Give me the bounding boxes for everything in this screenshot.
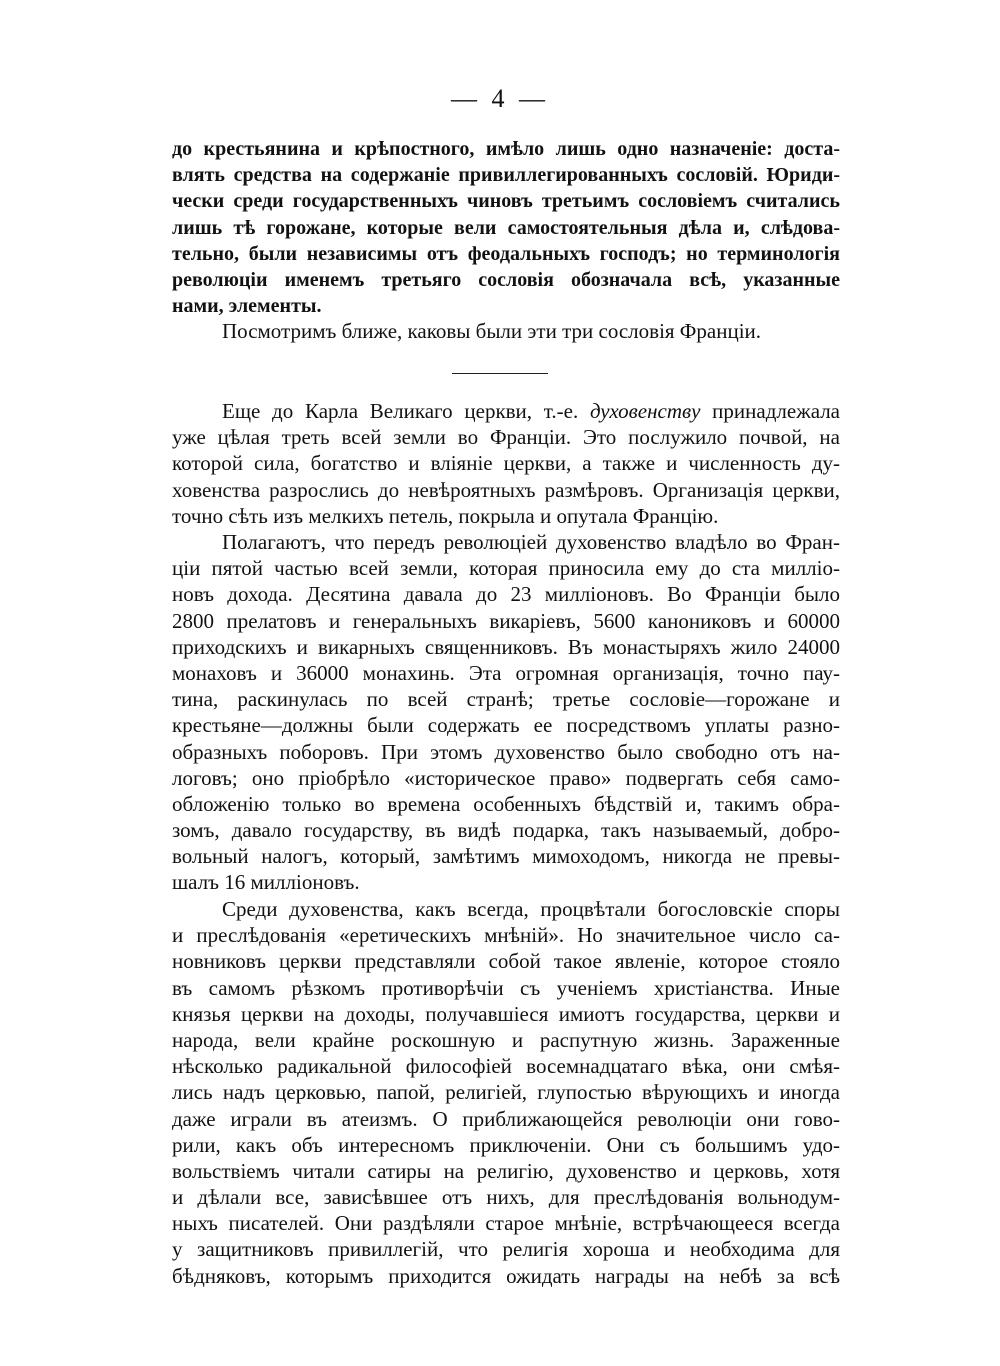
text-line: чески среди государственныхъ чиновъ третьимъ сословіемъ считались xyxy=(172,190,840,213)
text-line: вольствіемъ читали сатиры на религію, духовенство и церковь, хотя xyxy=(172,1158,840,1183)
text-line: Среди духовенства, какъ всегда, процвѣтали богословскіе споры xyxy=(222,897,840,921)
text-line: которой сила, богатство и вліяніе церкви, а также и численность ду- xyxy=(172,451,840,476)
text-line: бѣдняковъ, которымъ приходится ожидать награды на небѣ за всѣ xyxy=(172,1263,840,1288)
text-line: революціи именемъ третьяго сословія обозначала всѣ, указанные xyxy=(172,268,840,291)
text-line: монаховъ и 36000 монахинь. Эта огромная организація, точно пау- xyxy=(172,660,840,685)
text-fragment: принадлежала xyxy=(712,399,841,423)
section-divider xyxy=(452,373,548,374)
text-line: уже цѣлая треть всей земли во Франціи. Это послужило почвой, на xyxy=(172,425,840,450)
text-line: даже играли въ атеизмъ. О приближающейся революціи они гово- xyxy=(172,1106,840,1131)
paragraph-clergy-morals xyxy=(172,896,840,1289)
text-fragment: Еще до Карла Великаго церкви, т.-е. xyxy=(222,399,579,423)
paragraph-clergy-wealth xyxy=(172,529,840,896)
text-line: ховенства разрослись до невѣроятныхъ размѣровъ. Организація церкви, xyxy=(172,477,840,502)
text-line: ныхъ писателей. Они раздѣляли старое мнѣніе, встрѣчающееся всегда xyxy=(172,1211,840,1236)
text-line: лись надъ церковью, папой, религіей, глупостью вѣрующихъ и иногда xyxy=(172,1080,840,1105)
text-line: новъ дохода. Десятина давала до 23 милліоновъ. Во Франціи было xyxy=(172,582,840,607)
text-line: тина, раскинулась по всей странѣ; третье сословіе—горожане и xyxy=(172,687,840,712)
paragraph-clergy-land xyxy=(172,398,840,529)
text-line: нѣсколько радикальной философіей восемнадцатаго вѣка, они смѣя- xyxy=(172,1054,840,1079)
text-line: крестьяне—должны были содержать ее посредствомъ уплаты разно- xyxy=(172,713,840,738)
text-line: и дѣлали все, зависѣвшее отъ нихъ, для преслѣдованія вольнодум- xyxy=(172,1185,840,1210)
text-line: Посмотримъ ближе, каковы были эти три сословія Франціи. xyxy=(222,319,762,343)
text-line: обложенію только во времена особенныхъ бѣдствій и, такимъ обра- xyxy=(172,791,840,816)
text-line: Полагаютъ, что передъ революціей духовенство владѣло во Фран- xyxy=(222,530,840,554)
text-line: точно сѣть изъ мелкихъ петель, покрыла и опутала Францію. xyxy=(172,503,719,528)
text-line: шалъ 16 милліоновъ. xyxy=(172,870,360,895)
text-line: тельно, были независимы отъ феодальныхъ господъ; но терминологія xyxy=(172,242,840,265)
text-line: у защитниковъ привиллегій, что религія хороша и необходима для xyxy=(172,1237,840,1262)
text-line: логовъ; оно пріобрѣло «историческое право» подвергать себя само- xyxy=(172,765,840,790)
text-line xyxy=(172,398,840,424)
text-line: лишь тѣ горожане, которые вели самостоятельныя дѣла и, слѣдова- xyxy=(172,216,840,239)
text-line: въ самомъ рѣзкомъ противорѣчіи съ ученіемъ христіанства. Иные xyxy=(172,975,840,1000)
text-line: приходскихъ и викарныхъ священниковъ. Въ монастыряхъ жило 24000 xyxy=(172,634,840,659)
text-line: ціи пятой частью всей земли, которая приносила ему до ста милліо- xyxy=(172,556,840,581)
page-number: — 4 — xyxy=(451,84,549,113)
text-line: образныхъ поборовъ. При этомъ духовенство было свободно отъ на- xyxy=(172,739,840,764)
text-line: влять средства на содержаніе привиллегированныхъ сословій. Юриди- xyxy=(172,164,840,187)
text-line: и преслѣдованія «еретическихъ мнѣній». Но значительное число са- xyxy=(172,923,840,948)
text-line: народа, вели крайне роскошную и распутную жизнь. Зараженные xyxy=(172,1027,840,1052)
text-line: 2800 прелатовъ и генеральныхъ викаріевъ, 5600 канониковъ и 60000 xyxy=(172,608,840,633)
text-line: до крестьянина и крѣпостного, имѣло лишь одно назначеніе: доста- xyxy=(172,138,840,160)
text-line: новниковъ церкви представляли собой такое явленіе, которое стояло xyxy=(172,949,840,974)
text-line: вольный налогъ, который, замѣтимъ мимоходомъ, никогда не превы- xyxy=(172,844,840,869)
intro-closing-paragraph xyxy=(172,318,840,344)
text-line: нами, элементы. xyxy=(172,295,322,318)
intro-paragraph xyxy=(172,136,840,319)
text-line: рили, какъ объ интересномъ приключеніи. Они съ большимъ удо- xyxy=(172,1132,840,1157)
text-line: князья церкви на доходы, получавшіеся имиотъ государства, церкви и xyxy=(172,1001,840,1026)
text-line: зомъ, давало государству, въ видѣ подарка, такъ называемый, добро- xyxy=(172,818,840,843)
emphasis-word: духовенству xyxy=(589,399,701,423)
